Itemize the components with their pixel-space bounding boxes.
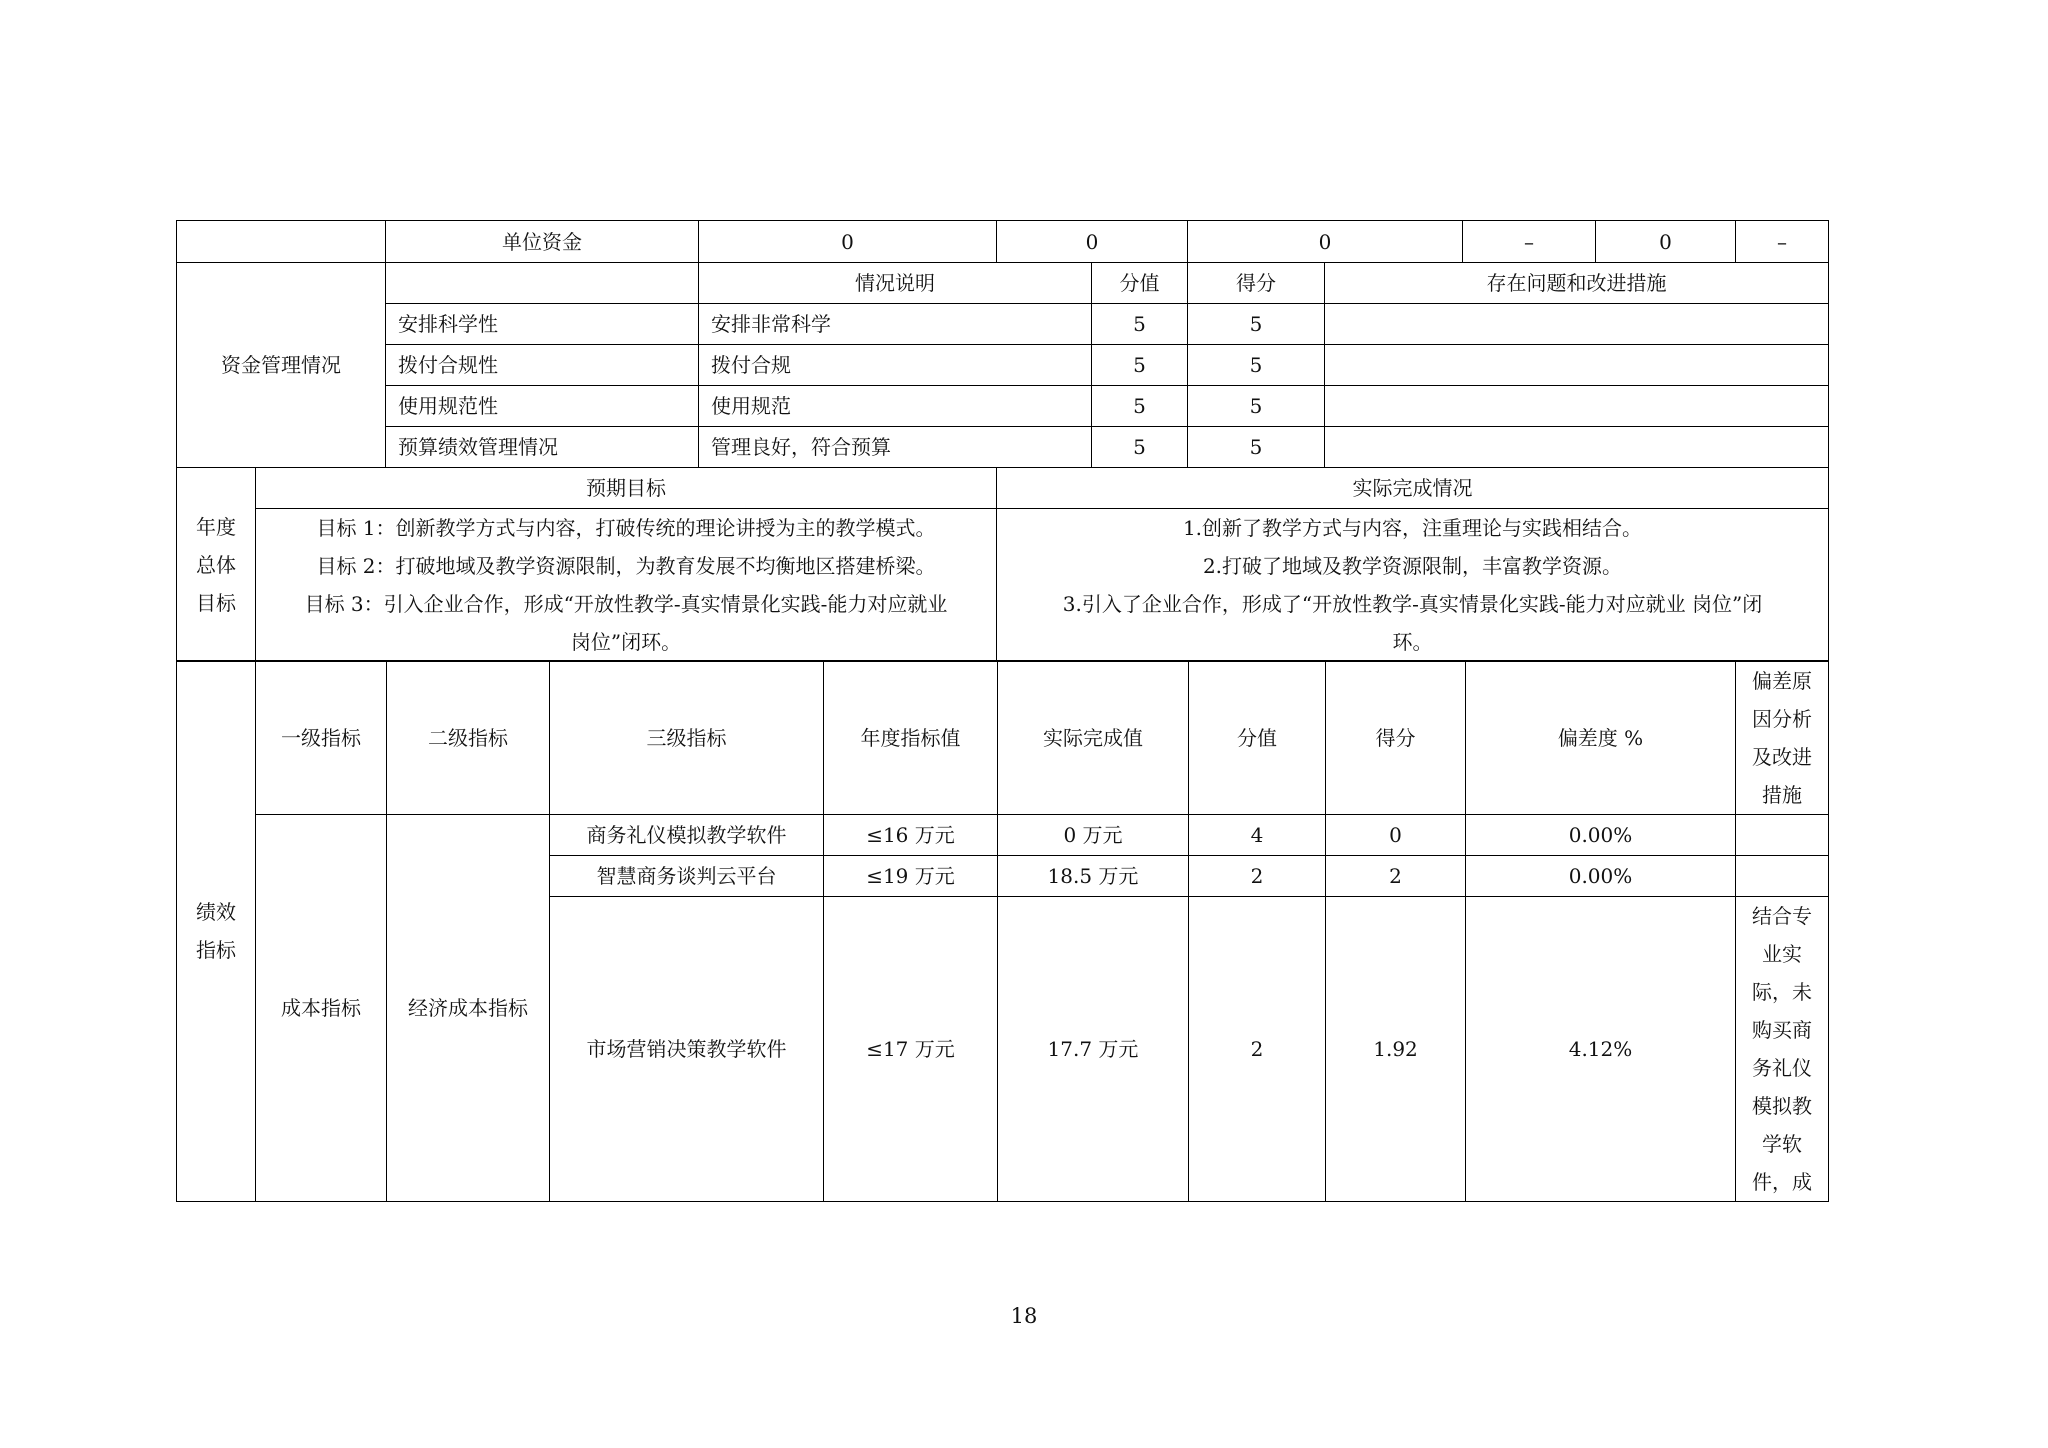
header-score-value: 分值 xyxy=(1092,263,1188,304)
fm-score-value: 5 xyxy=(1092,386,1188,427)
fm-issue xyxy=(1325,304,1829,345)
fund-value-5: 0 xyxy=(1596,221,1736,263)
perf-target: ≤19 万元 xyxy=(824,856,998,897)
header-issue: 存在问题和改进措施 xyxy=(1325,263,1829,304)
perf-deviation: 4.12% xyxy=(1466,897,1736,1202)
perf-target: ≤16 万元 xyxy=(824,815,998,856)
perf-level1: 成本指标 xyxy=(256,815,387,1202)
header-desc: 情况说明 xyxy=(699,263,1092,304)
fm-score: 5 xyxy=(1188,304,1325,345)
annual-goals-title xyxy=(177,468,256,662)
fm-desc: 管理良好，符合预算 xyxy=(699,427,1092,468)
actual-line: 1.创新了教学方式与内容，注重理论与实践相结合。 xyxy=(1182,516,1643,540)
perf-header-reason-text: 偏差原因分析及改进措施 xyxy=(1752,668,1812,807)
perf-score-value: 2 xyxy=(1189,856,1326,897)
fm-score: 5 xyxy=(1188,427,1325,468)
perf-level2: 经济成本指标 xyxy=(387,815,550,1202)
fm-item: 预算绩效管理情况 xyxy=(386,427,699,468)
fund-management-table xyxy=(176,262,1829,468)
fund-row-table xyxy=(176,220,1829,263)
actual-line: 3.引入了企业合作，形成了“开放性教学-真实情景化实践-能力对应就业 岗位”闭 xyxy=(1062,592,1763,616)
perf-score-value: 4 xyxy=(1189,815,1326,856)
perf-score: 2 xyxy=(1326,856,1466,897)
fm-score-value: 5 xyxy=(1092,427,1188,468)
fund-label: 单位资金 xyxy=(386,221,699,263)
perf-header-level1: 一级指标 xyxy=(256,661,387,815)
header-empty xyxy=(386,263,699,304)
fund-value-2: 0 xyxy=(997,221,1188,263)
page-number: 18 xyxy=(1010,1304,1038,1328)
actual-line: 环。 xyxy=(1392,630,1433,654)
fm-score: 5 xyxy=(1188,345,1325,386)
fm-score: 5 xyxy=(1188,386,1325,427)
actual-header: 实际完成情况 xyxy=(997,468,1829,509)
empty-cell xyxy=(177,221,386,263)
perf-header-level3: 三级指标 xyxy=(550,661,824,815)
perf-deviation: 0.00% xyxy=(1466,856,1736,897)
perf-deviation: 0.00% xyxy=(1466,815,1736,856)
perf-name: 智慧商务谈判云平台 xyxy=(550,856,824,897)
perf-reason-text: 结合专业实际，未购买商务礼仪模拟教学软件，成 xyxy=(1752,904,1812,1194)
expected-line: 目标 3：引入企业合作，形成“开放性教学-真实情景化实践-能力对应就业 xyxy=(304,592,948,616)
fm-issue xyxy=(1325,345,1829,386)
perf-header-actual: 实际完成值 xyxy=(998,661,1189,815)
perf-header-reason xyxy=(1736,661,1829,815)
fund-value-6: – xyxy=(1736,221,1829,263)
perf-score: 1.92 xyxy=(1326,897,1466,1202)
perf-actual: 18.5 万元 xyxy=(998,856,1189,897)
annual-goals-title-text: 年度总体目标 xyxy=(196,514,236,615)
fm-item: 安排科学性 xyxy=(386,304,699,345)
perf-name: 市场营销决策教学软件 xyxy=(550,897,824,1202)
fund-value-1: 0 xyxy=(699,221,997,263)
fund-value-3: 0 xyxy=(1188,221,1463,263)
fm-score-value: 5 xyxy=(1092,345,1188,386)
perf-header-target: 年度指标值 xyxy=(824,661,998,815)
expected-header: 预期目标 xyxy=(256,468,997,509)
perf-header-score: 得分 xyxy=(1326,661,1466,815)
fm-item: 拨付合规性 xyxy=(386,345,699,386)
perf-target: ≤17 万元 xyxy=(824,897,998,1202)
perf-name: 商务礼仪模拟教学软件 xyxy=(550,815,824,856)
fm-desc: 使用规范 xyxy=(699,386,1092,427)
header-score: 得分 xyxy=(1188,263,1325,304)
fm-issue xyxy=(1325,386,1829,427)
performance-title xyxy=(177,661,256,1202)
fm-desc: 拨付合规 xyxy=(699,345,1092,386)
performance-title-text: 绩效指标 xyxy=(196,900,236,962)
actual-results xyxy=(997,509,1829,662)
fm-score-value: 5 xyxy=(1092,304,1188,345)
expected-line: 目标 2：打破地域及教学资源限制，为教育发展不均衡地区搭建桥梁。 xyxy=(316,554,936,578)
performance-table xyxy=(176,660,1829,1202)
perf-reason xyxy=(1736,815,1829,856)
fm-item: 使用规范性 xyxy=(386,386,699,427)
annual-goals-table xyxy=(176,467,1829,662)
perf-score-value: 2 xyxy=(1189,897,1326,1202)
fm-issue xyxy=(1325,427,1829,468)
fm-desc: 安排非常科学 xyxy=(699,304,1092,345)
expected-line: 岗位”闭环。 xyxy=(570,630,682,654)
perf-actual: 17.7 万元 xyxy=(998,897,1189,1202)
actual-line: 2.打破了地域及教学资源限制，丰富教学资源。 xyxy=(1202,554,1623,578)
expected-goals xyxy=(256,509,997,662)
fund-management-title: 资金管理情况 xyxy=(177,263,386,468)
perf-actual: 0 万元 xyxy=(998,815,1189,856)
perf-reason xyxy=(1736,897,1829,1202)
perf-score: 0 xyxy=(1326,815,1466,856)
perf-header-score-value: 分值 xyxy=(1189,661,1326,815)
fund-value-4: – xyxy=(1463,221,1596,263)
perf-reason xyxy=(1736,856,1829,897)
expected-line: 目标 1：创新教学方式与内容，打破传统的理论讲授为主的教学模式。 xyxy=(316,516,936,540)
perf-header-level2: 二级指标 xyxy=(387,661,550,815)
perf-header-deviation: 偏差度 % xyxy=(1466,661,1736,815)
